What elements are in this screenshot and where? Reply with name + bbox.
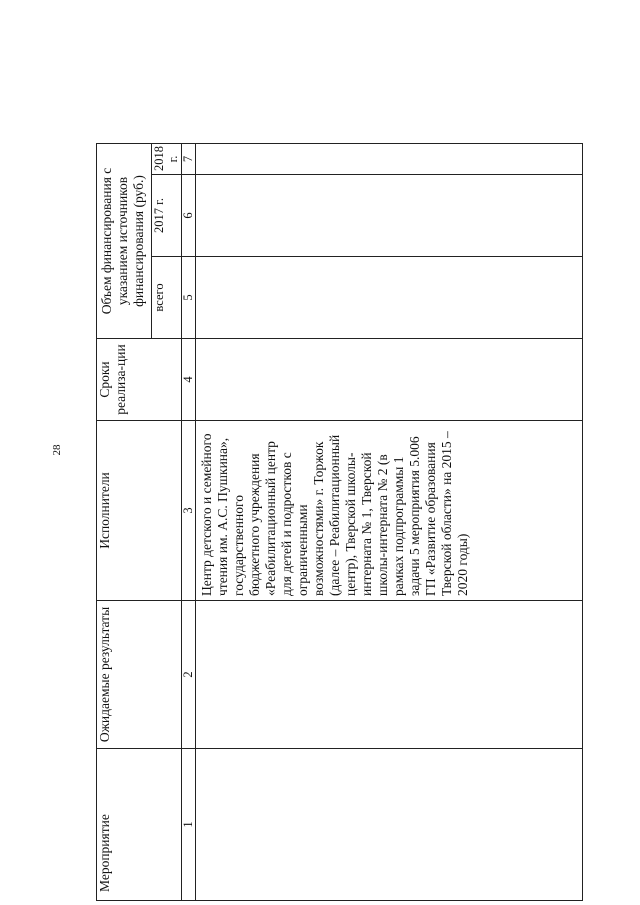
rotated-page xyxy=(96,61,609,904)
cell-period xyxy=(196,339,583,421)
cell-results xyxy=(196,601,583,749)
cell-event xyxy=(196,749,583,901)
header-2017: 2017 г. xyxy=(152,175,182,257)
column-number: 4 xyxy=(182,339,196,421)
column-number: 5 xyxy=(182,257,196,339)
header-results: Ожидаемые результаты xyxy=(97,601,182,749)
header-period: Сроки реализа-ции xyxy=(97,339,182,421)
financing-table xyxy=(96,143,583,901)
column-number: 7 xyxy=(182,143,196,174)
column-number: 6 xyxy=(182,175,196,257)
column-number: 2 xyxy=(182,601,196,749)
table-row xyxy=(196,143,583,900)
header-2018: 2018 г. xyxy=(152,143,182,174)
cell-total xyxy=(196,257,583,339)
page-number: 28 xyxy=(51,444,63,456)
header-financing: Объем финансирования с указанием источников финансирования (руб.) xyxy=(97,143,152,338)
cell-2018 xyxy=(196,143,583,174)
header-row xyxy=(97,143,152,900)
cell-executors: Центр детского и семейного чтения им. А.С. Пушкина», государственного бюджетного учреждения «Реабилитационный центр для детей и подростков с ограниченными возможностями» г. Торжок (далее – Реабилитационный центр), Тверской школы-интерната № 1, Тверской школы-интерната № 2 (в рамках подпрограммы 1 задачи 5 мероприятия 5.006 ГП «Развитие образования Тверской области» на 2015 – 2020 годы) xyxy=(196,421,583,601)
cell-2017 xyxy=(196,175,583,257)
header-event: Мероприятие xyxy=(97,749,182,901)
landscape-content xyxy=(96,61,609,904)
header-executors: Исполнители xyxy=(97,421,182,601)
column-number-row xyxy=(182,143,196,900)
column-number: 1 xyxy=(182,749,196,901)
header-total: всего xyxy=(152,257,182,339)
column-number: 3 xyxy=(182,421,196,601)
